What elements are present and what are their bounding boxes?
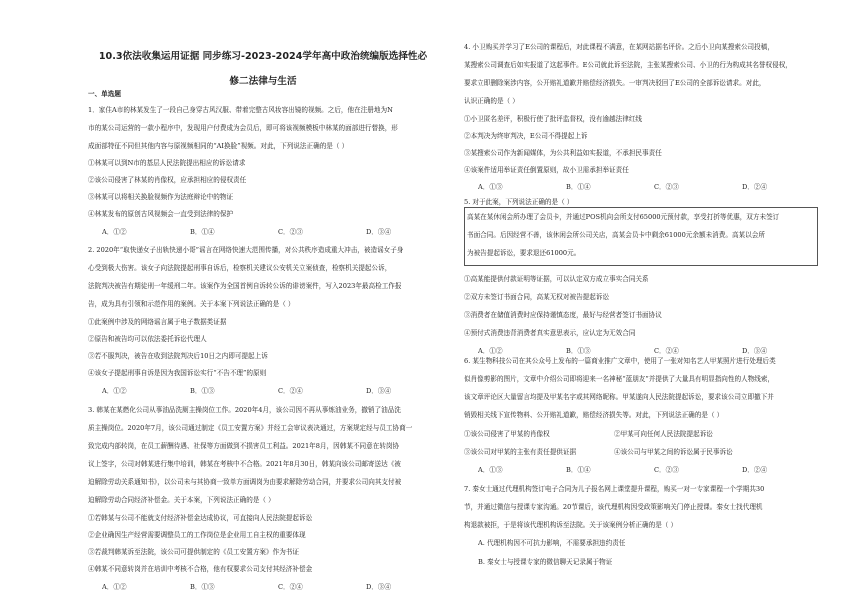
q2-line: 心受到极大伤害。该女子向法院提起刑事自诉后，检察机关建议公安机关立案侦查，检察机关提起公诉，	[88, 264, 392, 272]
q1-item: ②该公司侵害了林某的肖像权，应承担相应的侵权责任	[88, 176, 247, 184]
q5-item: ①高某能提供付款证明等证据，可以认定双方成立事实合同关系	[464, 275, 649, 283]
q2-options	[102, 382, 454, 402]
q4-line: 某搜索公司调查后如实报道了这起事件。E公司就此诉至法院，主张某搜索公司、小卫的行为构成其名誉权侵权，	[464, 61, 792, 69]
q7-line: 7. 秦女士通过代理机构签订电子合同为儿子报名网上课堂提升课程，购买一对一专家课程一个学期共30	[464, 485, 765, 493]
option-c[interactable]: C．②③	[278, 228, 303, 236]
option-b[interactable]: B．①③	[566, 347, 591, 355]
q4-line: 认识正确的是（ ）	[464, 97, 519, 105]
option-d[interactable]: D．②④	[742, 183, 768, 191]
option-b[interactable]: B．①③	[190, 387, 215, 395]
title-line-1: 10.3依法收集运用证据 同步练习-2023-2024学年高中政治统编版选择性必	[98, 51, 428, 62]
q3-item: ②企业确因生产经营需要调整员工的工作岗位是企业用工自主权的重要体现	[88, 531, 306, 539]
q2-line: 2. 2020年“取快递女子出轨快递小哥”谣言在网络快速大范围传播，对公共秩序造成重大冲击，被造谣女子身	[88, 246, 404, 254]
q3-line: 迫解除劳动合同经济补偿金。关于本案，下列说法正确的是（ ）	[88, 496, 275, 504]
option-b[interactable]: B．①③	[190, 583, 215, 591]
case-text: 高某在某休闲会所办理了会员卡，并通过POS机向会所支付65000元预付款，享受打折等优惠，双方未签订	[467, 213, 780, 221]
q1-item: ④林某发布的原创古风视频会一直受到法律的保护	[88, 210, 234, 218]
section-heading: 一、单选题	[88, 90, 121, 98]
q3-line: 致完成内部转岗，在员工薪酬待遇、社保等方面做到不损害员工利益。2021年8月，因韩某不同意在转岗协	[88, 442, 400, 450]
option-a[interactable]: A．①②	[102, 228, 127, 236]
q7-option-b[interactable]: B. 秦女士与授课专家的微信聊天记录属于物证	[478, 558, 613, 566]
q3-item: ①若韩某与公司不能就支付经济补偿金达成协议，可直接向人民法院提起诉讼	[88, 514, 313, 522]
document-title	[88, 44, 438, 94]
q2-item: ②原告和被告均可以依法委托诉讼代理人	[88, 335, 207, 343]
q1-line: 1．家住A市的林某发生了一段自己身穿古风汉服、带着完整古风妆容出镜的视频。之后，他在注册地为N	[88, 106, 393, 114]
option-a[interactable]: A．①②	[478, 347, 503, 355]
q3-line: 质主操岗位。2020年7月，该公司通过制定《员工安置方案》并经工会审议表决通过，方案规定经与员工协商一	[88, 424, 413, 432]
option-b[interactable]: B．①④	[190, 228, 215, 236]
option-d[interactable]: D．③④	[366, 583, 392, 591]
q7-line: 节，并通过微信与授课专家沟通。20节课后，该代理机构因受政策影响关门停止授课。秦女士找代理机	[464, 503, 763, 511]
q4-line: 要求立即删除案涉内容，公开赔礼道歉并赔偿经济损失。一审判决驳回了E公司的全部诉讼请求。对此，	[464, 79, 766, 87]
option-b[interactable]: B．①④	[566, 466, 591, 474]
case-text: 书面合同。后因经营不善，该休闲会所公司关店，高某会员卡中剩余61000元余额未消费。高某以会所	[467, 231, 765, 239]
q3-line: 3. 韩某在某燃化公司从事油品洗厕主操岗位工作。2020年4月，该公司因不再从事炼油业务，撤销了油品洗	[88, 406, 401, 414]
option-c[interactable]: C．②③	[654, 466, 679, 474]
q6-item: ④该公司与甲某之间的诉讼属于民事诉讼	[614, 448, 733, 456]
option-c[interactable]: C．②④	[278, 583, 303, 591]
q1-options	[102, 223, 454, 243]
q5-item: ③消费者在储值消费时应保持谨慎态度，最好与经营者签订书面协议	[464, 311, 662, 319]
option-a[interactable]: A．①③	[478, 183, 503, 191]
q1-line: 成面部特征不同但其他内容与原视频相同的“AI换脸”视频。对此，下列说法正确的是（ ）	[88, 142, 349, 150]
q6-item: ①该公司侵害了甲某的肖像权	[464, 430, 550, 438]
q4-item: ②本判决为终审判决，E公司不得提起上诉	[464, 132, 588, 140]
q6-options	[478, 461, 830, 481]
option-d[interactable]: D．③④	[742, 347, 768, 355]
q3-line: 迫解除劳动关系通知书》，以公司未与其协商一致单方面调岗为由要求解除劳动合同，并要求公司向其支付被	[88, 478, 402, 486]
q7-line: 构退款被拒，于是将该代理机构诉至法院。关于该案例分析正确的是（ ）	[464, 521, 678, 529]
q2-item: ③若不服判决，被告在收到法院判决后10日之内即可提起上诉	[88, 352, 268, 360]
q2-line: 告，成为具有引领和示范作用的案例。关于本案下列说法正确的是（ ）	[88, 300, 295, 308]
option-d[interactable]: D．③④	[366, 228, 392, 236]
q1-item: ①林某可以到N市的基层人民法院提出相应的诉讼请求	[88, 159, 246, 167]
option-d[interactable]: D．③④	[366, 387, 392, 395]
q6-line: 似肖像剪影的图片，文章中介绍公司即将迎来一名神秘“蓝朋友”并提供了大量具有明显指向性的人物线索，	[464, 375, 775, 383]
q1-line: 市的某公司运营的一款小程序中，发现用户付费成为会员后，即可将该视频模板中林某的面部进行替换，形	[88, 124, 398, 132]
q2-item: ④该女子提起刑事自诉是因为我国诉讼实行“不告不理”的原则	[88, 369, 267, 377]
q6-item: ②甲某可向任何人民法院提起诉讼	[614, 430, 713, 438]
q4-item: ④该案件适用举证责任倒置原则，故小卫需承担举证责任	[464, 166, 629, 174]
q7-option-a[interactable]: A. 代理机构因不可抗力影响，不需要承担违约责任	[478, 539, 626, 547]
q4-item: ①小卫匿名差评，积极行使了批评监督权，没有逾越法律红线	[464, 115, 643, 123]
q4-line: 4. 小卫购买并学习了E公司的课程后，对此课程不满意，在某网站据名评价。之后小卫向某搜索公司投稿，	[464, 43, 774, 51]
q2-line: 法院判决被告有期徒刑一年缓刑二年。该案作为全国首例自诉转公诉的诽谤案件，写入2023年最高检工作报	[88, 282, 402, 290]
q4-item: ③某搜索公司作为新闻媒体，为公共利益如实报道，不承担民事责任	[464, 149, 662, 157]
q6-line: 该文章评论区大量留言均提及甲某名字或其网络昵称。甲某遂向人民法院提起诉讼，要求该公司立即撤下并	[464, 393, 774, 401]
q3-item: ③若裁判韩某诉至法院，该公司可提供制定的《员工安置方案》作为书证	[88, 548, 299, 556]
option-a[interactable]: A．①②	[102, 387, 127, 395]
option-b[interactable]: B．①④	[566, 183, 591, 191]
q6-item: ③该公司对甲某的主张有责任提供证据	[464, 448, 577, 456]
q3-options	[102, 578, 454, 598]
q5-item: ②双方未签订书面合同，高某无权对被告提起诉讼	[464, 293, 610, 301]
q6-line: 销毁相关线下宣传物料、公开赔礼道歉，赔偿经济损失等。对此，下列说法正确的是（ ）	[464, 411, 724, 419]
title-line-2: 修二法律与生活	[229, 76, 297, 87]
q3-item: ④韩某不同意转岗并在培训中考核不合格，他有权要求公司支付其经济补偿金	[88, 565, 313, 573]
option-c[interactable]: C．②③	[654, 183, 679, 191]
option-a[interactable]: A．①②	[102, 583, 127, 591]
q2-item: ①此案例中涉及的网络谣言属于电子数据类证据	[88, 318, 227, 326]
q1-item: ③林某可以将相关换脸视频作为法庭辩论中的物证	[88, 193, 234, 201]
option-d[interactable]: D．②④	[742, 466, 768, 474]
option-a[interactable]: A．①③	[478, 466, 503, 474]
q5-item: ④预付式消费违背消费者真实意思表示，应认定为无效合同	[464, 329, 636, 337]
q6-line: 6. 某生物科技公司在其公众号上发布的一篇商业推广文章中，使用了一张对知名艺人甲某照片进行处理后类	[464, 357, 776, 365]
q3-line: 议上签字，公司对韩某进行集中培训，韩某在考核中不合格。2021年8月30日，韩某向该公司邮寄送达《被	[88, 460, 401, 468]
case-text: 为被告提起诉讼，要求退还61000元。	[467, 249, 581, 257]
option-c[interactable]: C．②④	[278, 387, 303, 395]
option-c[interactable]: C．②④	[654, 347, 679, 355]
q5-line: 5. 对于此案，下列说法正确的是（ ）	[464, 198, 574, 206]
